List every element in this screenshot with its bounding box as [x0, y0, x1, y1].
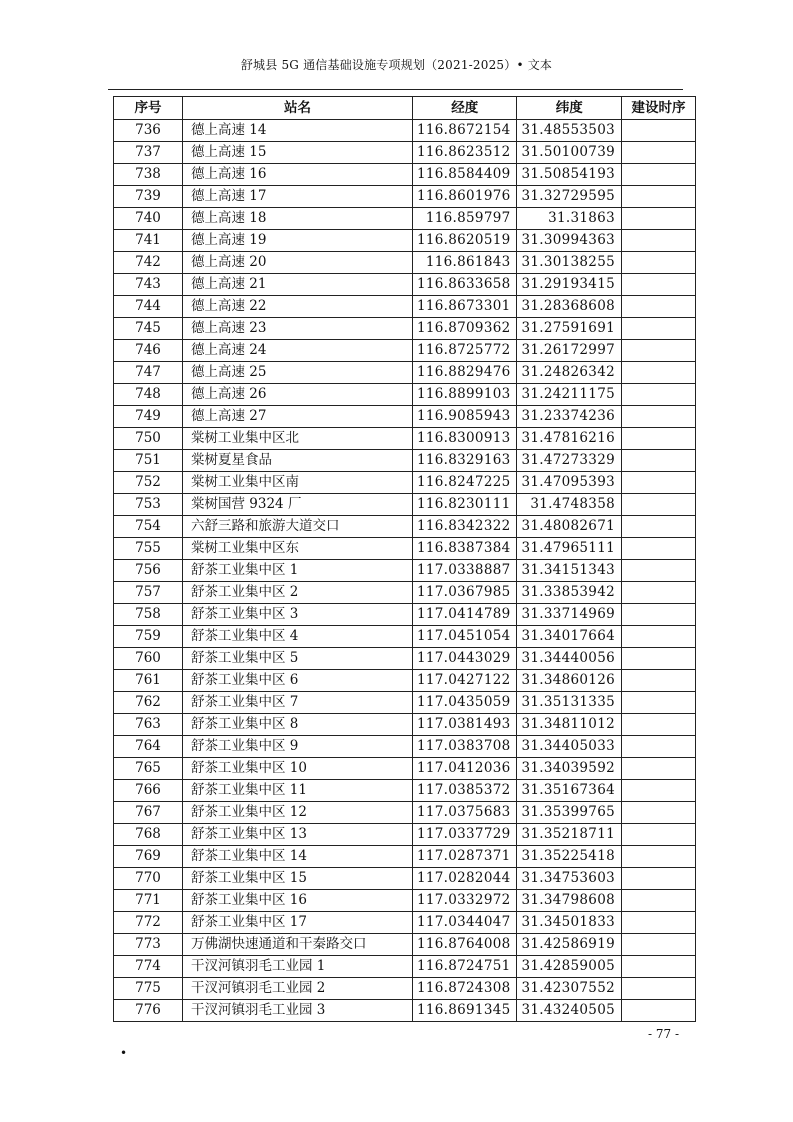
- cell-longitude: 117.0367985: [413, 582, 517, 604]
- cell-number: 744: [114, 296, 183, 318]
- cell-latitude: 31.35399765: [517, 802, 621, 824]
- cell-latitude: 31.34798608: [517, 890, 621, 912]
- page-header: 舒城县 5G 通信基础设施专项规划（2021-2025）• 文本: [240, 58, 553, 72]
- cell-construction-phase: [621, 538, 695, 560]
- cell-number: 768: [114, 824, 183, 846]
- cell-number: 738: [114, 164, 183, 186]
- table-row: [114, 362, 696, 384]
- cell-number: 771: [114, 890, 183, 912]
- station-table: [113, 96, 696, 1022]
- cell-station-name: 舒茶工业集中区 2: [183, 582, 413, 604]
- cell-latitude: 31.35218711: [517, 824, 621, 846]
- cell-station-name: 德上高速 25: [183, 362, 413, 384]
- table-row: [114, 626, 696, 648]
- cell-longitude: 116.8829476: [413, 362, 517, 384]
- cell-latitude: 31.24826342: [517, 362, 621, 384]
- cell-longitude: 117.0344047: [413, 912, 517, 934]
- cell-longitude: 116.8725772: [413, 340, 517, 362]
- cell-construction-phase: [621, 780, 695, 802]
- cell-construction-phase: [621, 494, 695, 516]
- cell-latitude: 31.35225418: [517, 846, 621, 868]
- cell-number: 747: [114, 362, 183, 384]
- table-row: [114, 1000, 696, 1022]
- cell-station-name: 舒茶工业集中区 8: [183, 714, 413, 736]
- table-row: [114, 604, 696, 626]
- table-row: [114, 890, 696, 912]
- cell-longitude: 116.8342322: [413, 516, 517, 538]
- cell-number: 769: [114, 846, 183, 868]
- cell-number: 759: [114, 626, 183, 648]
- cell-station-name: 德上高速 26: [183, 384, 413, 406]
- cell-construction-phase: [621, 296, 695, 318]
- table-row: [114, 802, 696, 824]
- cell-longitude: 116.8673301: [413, 296, 517, 318]
- cell-number: 764: [114, 736, 183, 758]
- cell-latitude: 31.30138255: [517, 252, 621, 274]
- column-header-longitude: 经度: [413, 97, 517, 120]
- cell-longitude: 116.8230111: [413, 494, 517, 516]
- table-row: [114, 494, 696, 516]
- cell-longitude: 116.8623512: [413, 142, 517, 164]
- cell-longitude: 116.8709362: [413, 318, 517, 340]
- cell-station-name: 舒茶工业集中区 17: [183, 912, 413, 934]
- cell-construction-phase: [621, 406, 695, 428]
- cell-construction-phase: [621, 714, 695, 736]
- cell-number: 749: [114, 406, 183, 428]
- cell-construction-phase: [621, 692, 695, 714]
- cell-longitude: 116.9085943: [413, 406, 517, 428]
- table-row: [114, 406, 696, 428]
- cell-construction-phase: [621, 868, 695, 890]
- table-row: [114, 692, 696, 714]
- cell-latitude: 31.34405033: [517, 736, 621, 758]
- cell-longitude: 116.8764008: [413, 934, 517, 956]
- cell-construction-phase: [621, 450, 695, 472]
- cell-station-name: 舒茶工业集中区 13: [183, 824, 413, 846]
- cell-latitude: 31.43240505: [517, 1000, 621, 1022]
- cell-number: 755: [114, 538, 183, 560]
- cell-longitude: 117.0435059: [413, 692, 517, 714]
- column-header-latitude: 纬度: [517, 97, 621, 120]
- cell-construction-phase: [621, 582, 695, 604]
- cell-number: 746: [114, 340, 183, 362]
- cell-station-name: 德上高速 24: [183, 340, 413, 362]
- cell-station-name: 舒茶工业集中区 6: [183, 670, 413, 692]
- cell-station-name: 舒茶工业集中区 9: [183, 736, 413, 758]
- cell-station-name: 棠树工业集中区南: [183, 472, 413, 494]
- cell-number: 776: [114, 1000, 183, 1022]
- cell-station-name: 舒茶工业集中区 12: [183, 802, 413, 824]
- cell-latitude: 31.23374236: [517, 406, 621, 428]
- cell-station-name: 干汊河镇羽毛工业园 3: [183, 1000, 413, 1022]
- cell-station-name: 万佛湖快速通道和干秦路交口: [183, 934, 413, 956]
- cell-latitude: 31.34440056: [517, 648, 621, 670]
- table-row: [114, 450, 696, 472]
- cell-longitude: 116.8724308: [413, 978, 517, 1000]
- cell-longitude: 116.8329163: [413, 450, 517, 472]
- cell-latitude: 31.48082671: [517, 516, 621, 538]
- cell-latitude: 31.32729595: [517, 186, 621, 208]
- table-row: [114, 780, 696, 802]
- table-row: [114, 252, 696, 274]
- cell-longitude: 117.0412036: [413, 758, 517, 780]
- cell-construction-phase: [621, 142, 695, 164]
- cell-number: 762: [114, 692, 183, 714]
- cell-construction-phase: [621, 208, 695, 230]
- cell-latitude: 31.30994363: [517, 230, 621, 252]
- cell-station-name: 棠树工业集中区北: [183, 428, 413, 450]
- table-row: [114, 868, 696, 890]
- cell-number: 760: [114, 648, 183, 670]
- cell-station-name: 舒茶工业集中区 5: [183, 648, 413, 670]
- cell-construction-phase: [621, 934, 695, 956]
- cell-longitude: 117.0381493: [413, 714, 517, 736]
- cell-number: 761: [114, 670, 183, 692]
- cell-latitude: 31.50100739: [517, 142, 621, 164]
- cell-longitude: 117.0414789: [413, 604, 517, 626]
- table-row: [114, 758, 696, 780]
- cell-latitude: 31.42859005: [517, 956, 621, 978]
- cell-station-name: 棠树工业集中区东: [183, 538, 413, 560]
- cell-number: 750: [114, 428, 183, 450]
- cell-station-name: 棠树夏星食品: [183, 450, 413, 472]
- cell-longitude: 117.0451054: [413, 626, 517, 648]
- cell-latitude: 31.4748358: [517, 494, 621, 516]
- table-row: [114, 736, 696, 758]
- table-row: [114, 978, 696, 1000]
- table-row: [114, 384, 696, 406]
- cell-construction-phase: [621, 736, 695, 758]
- cell-number: 766: [114, 780, 183, 802]
- cell-station-name: 舒茶工业集中区 3: [183, 604, 413, 626]
- cell-latitude: 31.26172997: [517, 340, 621, 362]
- cell-number: 773: [114, 934, 183, 956]
- table-row: [114, 670, 696, 692]
- cell-longitude: 117.0332972: [413, 890, 517, 912]
- cell-latitude: 31.48553503: [517, 120, 621, 142]
- cell-number: 757: [114, 582, 183, 604]
- cell-station-name: 舒茶工业集中区 10: [183, 758, 413, 780]
- cell-construction-phase: [621, 120, 695, 142]
- cell-construction-phase: [621, 912, 695, 934]
- table-row: [114, 296, 696, 318]
- cell-construction-phase: [621, 846, 695, 868]
- cell-latitude: 31.47273329: [517, 450, 621, 472]
- cell-latitude: 31.47095393: [517, 472, 621, 494]
- table-row: [114, 142, 696, 164]
- cell-number: 775: [114, 978, 183, 1000]
- cell-latitude: 31.35167364: [517, 780, 621, 802]
- cell-number: 770: [114, 868, 183, 890]
- table-row: [114, 846, 696, 868]
- cell-construction-phase: [621, 956, 695, 978]
- cell-station-name: 干汊河镇羽毛工业园 2: [183, 978, 413, 1000]
- table-row: [114, 516, 696, 538]
- cell-station-name: 德上高速 18: [183, 208, 413, 230]
- cell-longitude: 116.8247225: [413, 472, 517, 494]
- cell-number: 748: [114, 384, 183, 406]
- cell-station-name: 德上高速 17: [183, 186, 413, 208]
- cell-station-name: 德上高速 23: [183, 318, 413, 340]
- table-row: [114, 560, 696, 582]
- cell-longitude: 116.8672154: [413, 120, 517, 142]
- cell-latitude: 31.24211175: [517, 384, 621, 406]
- cell-longitude: 117.0282044: [413, 868, 517, 890]
- cell-longitude: 117.0338887: [413, 560, 517, 582]
- cell-longitude: 116.8387384: [413, 538, 517, 560]
- cell-construction-phase: [621, 340, 695, 362]
- cell-construction-phase: [621, 252, 695, 274]
- cell-latitude: 31.34811012: [517, 714, 621, 736]
- cell-number: 739: [114, 186, 183, 208]
- table-row: [114, 824, 696, 846]
- table-row: [114, 164, 696, 186]
- cell-number: 754: [114, 516, 183, 538]
- cell-construction-phase: [621, 274, 695, 296]
- cell-construction-phase: [621, 384, 695, 406]
- cell-station-name: 舒茶工业集中区 11: [183, 780, 413, 802]
- cell-latitude: 31.34017664: [517, 626, 621, 648]
- table-row: [114, 538, 696, 560]
- cell-number: 741: [114, 230, 183, 252]
- cell-number: 774: [114, 956, 183, 978]
- cell-station-name: 德上高速 16: [183, 164, 413, 186]
- cell-latitude: 31.34151343: [517, 560, 621, 582]
- table-row: [114, 318, 696, 340]
- column-header-construction-phase: 建设时序: [621, 97, 695, 120]
- cell-longitude: 116.861843: [413, 252, 517, 274]
- cell-station-name: 棠树国营 9324 厂: [183, 494, 413, 516]
- cell-number: 737: [114, 142, 183, 164]
- table-row: [114, 208, 696, 230]
- cell-latitude: 31.42586919: [517, 934, 621, 956]
- cell-latitude: 31.33853942: [517, 582, 621, 604]
- cell-number: 751: [114, 450, 183, 472]
- cell-station-name: 六舒三路和旅游大道交口: [183, 516, 413, 538]
- cell-latitude: 31.28368608: [517, 296, 621, 318]
- cell-number: 756: [114, 560, 183, 582]
- cell-station-name: 干汊河镇羽毛工业园 1: [183, 956, 413, 978]
- cell-number: 763: [114, 714, 183, 736]
- cell-station-name: 德上高速 20: [183, 252, 413, 274]
- table-body: [114, 120, 696, 1022]
- table-row: [114, 912, 696, 934]
- cell-number: 767: [114, 802, 183, 824]
- cell-longitude: 117.0385372: [413, 780, 517, 802]
- cell-longitude: 116.8691345: [413, 1000, 517, 1022]
- cell-construction-phase: [621, 318, 695, 340]
- cell-longitude: 116.8724751: [413, 956, 517, 978]
- cell-construction-phase: [621, 516, 695, 538]
- cell-construction-phase: [621, 560, 695, 582]
- cell-latitude: 31.34501833: [517, 912, 621, 934]
- table-row: [114, 230, 696, 252]
- cell-latitude: 31.34039592: [517, 758, 621, 780]
- cell-number: 758: [114, 604, 183, 626]
- cell-construction-phase: [621, 186, 695, 208]
- table-row: [114, 340, 696, 362]
- cell-longitude: 117.0427122: [413, 670, 517, 692]
- footer-mark: •: [120, 1046, 128, 1060]
- column-header-station-name: 站名: [183, 97, 413, 120]
- cell-station-name: 德上高速 15: [183, 142, 413, 164]
- cell-station-name: 德上高速 14: [183, 120, 413, 142]
- cell-number: 753: [114, 494, 183, 516]
- cell-construction-phase: [621, 604, 695, 626]
- cell-longitude: 116.8601976: [413, 186, 517, 208]
- cell-latitude: 31.47816216: [517, 428, 621, 450]
- cell-longitude: 117.0383708: [413, 736, 517, 758]
- cell-latitude: 31.34753603: [517, 868, 621, 890]
- cell-station-name: 舒茶工业集中区 14: [183, 846, 413, 868]
- cell-number: 742: [114, 252, 183, 274]
- cell-station-name: 舒茶工业集中区 7: [183, 692, 413, 714]
- cell-construction-phase: [621, 758, 695, 780]
- cell-station-name: 舒茶工业集中区 1: [183, 560, 413, 582]
- cell-construction-phase: [621, 890, 695, 912]
- cell-station-name: 德上高速 21: [183, 274, 413, 296]
- cell-construction-phase: [621, 670, 695, 692]
- cell-latitude: 31.47965111: [517, 538, 621, 560]
- cell-number: 736: [114, 120, 183, 142]
- cell-construction-phase: [621, 428, 695, 450]
- table-row: [114, 120, 696, 142]
- cell-construction-phase: [621, 824, 695, 846]
- cell-longitude: 116.8620519: [413, 230, 517, 252]
- table-row: [114, 186, 696, 208]
- cell-latitude: 31.33714969: [517, 604, 621, 626]
- table-row: [114, 472, 696, 494]
- cell-station-name: 舒茶工业集中区 15: [183, 868, 413, 890]
- cell-construction-phase: [621, 978, 695, 1000]
- cell-station-name: 德上高速 22: [183, 296, 413, 318]
- cell-latitude: 31.29193415: [517, 274, 621, 296]
- cell-construction-phase: [621, 626, 695, 648]
- cell-station-name: 德上高速 19: [183, 230, 413, 252]
- cell-station-name: 舒茶工业集中区 16: [183, 890, 413, 912]
- cell-longitude: 116.8633658: [413, 274, 517, 296]
- table-row: [114, 582, 696, 604]
- cell-construction-phase: [621, 648, 695, 670]
- cell-construction-phase: [621, 362, 695, 384]
- cell-longitude: 117.0337729: [413, 824, 517, 846]
- cell-number: 752: [114, 472, 183, 494]
- cell-longitude: 117.0443029: [413, 648, 517, 670]
- table-row: [114, 274, 696, 296]
- cell-construction-phase: [621, 1000, 695, 1022]
- table-row: [114, 648, 696, 670]
- cell-longitude: 117.0375683: [413, 802, 517, 824]
- cell-latitude: 31.34860126: [517, 670, 621, 692]
- cell-construction-phase: [621, 472, 695, 494]
- cell-longitude: 116.8300913: [413, 428, 517, 450]
- header-divider: [108, 89, 683, 90]
- cell-longitude: 116.8899103: [413, 384, 517, 406]
- cell-construction-phase: [621, 802, 695, 824]
- cell-latitude: 31.35131335: [517, 692, 621, 714]
- cell-latitude: 31.42307552: [517, 978, 621, 1000]
- column-header-number: 序号: [114, 97, 183, 120]
- cell-latitude: 31.27591691: [517, 318, 621, 340]
- cell-station-name: 舒茶工业集中区 4: [183, 626, 413, 648]
- cell-number: 765: [114, 758, 183, 780]
- cell-number: 745: [114, 318, 183, 340]
- page-number: - 77 -: [648, 1027, 680, 1041]
- cell-latitude: 31.50854193: [517, 164, 621, 186]
- table-header-row: [114, 97, 696, 120]
- cell-number: 740: [114, 208, 183, 230]
- cell-station-name: 德上高速 27: [183, 406, 413, 428]
- cell-longitude: 117.0287371: [413, 846, 517, 868]
- cell-number: 743: [114, 274, 183, 296]
- table-row: [114, 956, 696, 978]
- table-row: [114, 428, 696, 450]
- cell-construction-phase: [621, 230, 695, 252]
- cell-latitude: 31.31863: [517, 208, 621, 230]
- table-row: [114, 934, 696, 956]
- cell-construction-phase: [621, 164, 695, 186]
- cell-longitude: 116.8584409: [413, 164, 517, 186]
- cell-longitude: 116.859797: [413, 208, 517, 230]
- table-row: [114, 714, 696, 736]
- cell-number: 772: [114, 912, 183, 934]
